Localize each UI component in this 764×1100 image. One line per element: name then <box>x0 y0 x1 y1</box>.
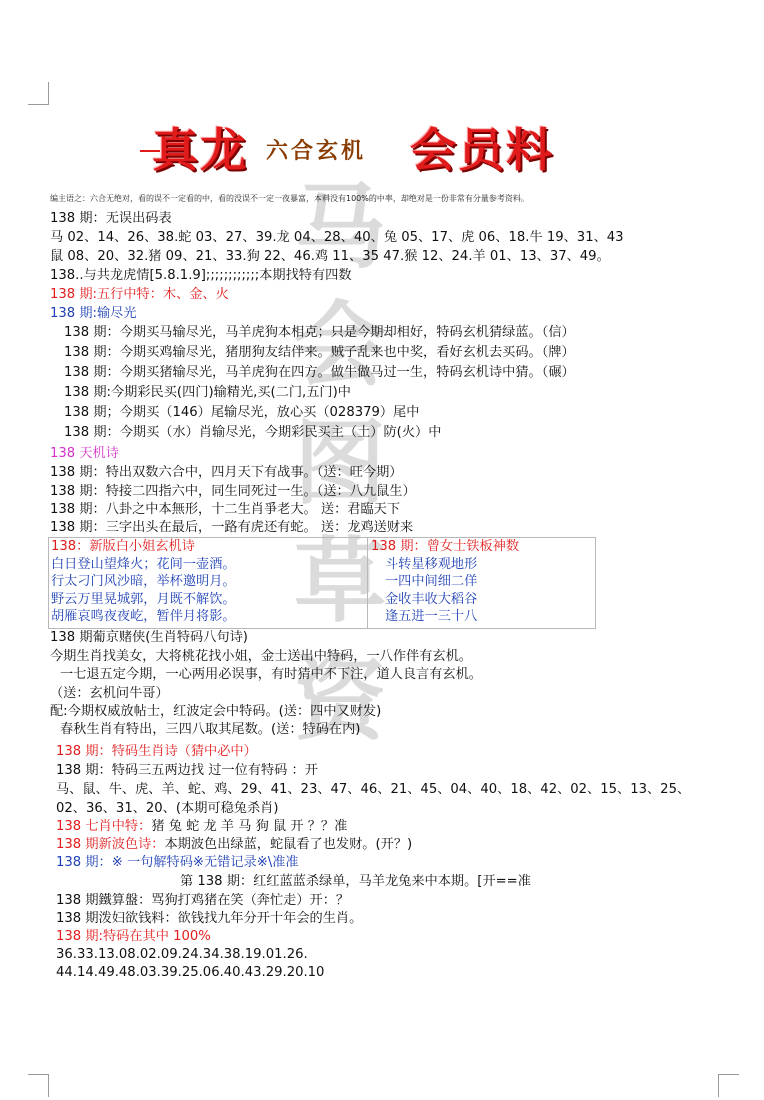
watermark-char: 资 <box>293 645 386 753</box>
text-line: 138 期：今期买鸡输尽光，猪朋狗友结伴来。贼子乱来也中奖，看好玄机去买码。（牌） <box>64 345 575 360</box>
poem-line: 金收丰收大稻谷 <box>385 591 478 607</box>
text-line: 138 期:特码在其中 100% <box>56 929 211 944</box>
page-corner-mark <box>28 1074 49 1097</box>
document-title <box>140 112 600 177</box>
text-line: 138 期：特码生肖诗（猜中必中） <box>56 744 257 759</box>
page-corner-mark <box>28 82 49 105</box>
title-left: 真龙 <box>152 123 248 177</box>
text-line: 138 天机诗 <box>50 446 119 461</box>
title-mid: 六合玄机 <box>266 138 367 164</box>
cell-heading: 138 期：曾女士铁板神数 <box>371 539 520 554</box>
poem-line: 行太刁门风沙暗，举杯邀明月。 <box>51 574 236 590</box>
text-line: 138 期:输尽光 <box>50 306 137 321</box>
slogan: 编主语之：六合无绝对，看的误不一定看的中，看的没误不一定一夜暴富，本料没有100%的中率，却绝对是一份非常有分量参考资料。 <box>50 194 529 203</box>
poem-line: 一四中间细二佯 <box>385 574 478 590</box>
text-line: 马、鼠、牛、虎、羊、蛇、鸡、29、41、23、47、46、21、45、04、40、18、42、02、15、13、25、 <box>56 782 691 797</box>
text-line: 138 期；今期买（146）尾输尽光，放心买（028379）尾中 <box>64 405 420 420</box>
text-line: 36.33.13.08.02.09.24.34.38.19.01.26. <box>56 947 308 962</box>
table-cell-right <box>371 538 519 626</box>
page-corner-mark <box>718 1074 739 1097</box>
text-line: 138 期泼妇欲钱料：欲钱找九年分开十年会的生肖。 <box>56 911 363 926</box>
text-line: 138 期：※ 一句解特码※无错记录※\准准 <box>56 855 299 870</box>
text-line: 138 期：今期买猪输尽光，马羊虎狗在四方。做牛做马过一生，特码玄机诗中猜。（碾） <box>64 365 575 380</box>
text-line: 138 期：特接二四指六中，同生同死过一生。（送：八九鼠生） <box>50 484 416 499</box>
text-line: 配:今期权威放帖士，红波定会中特码。(送：四中又财发) <box>50 704 382 719</box>
poem-line: 野云万里晃城郭，月既不解饮。 <box>51 591 236 607</box>
text-line: 马 02、14、26、38.蛇 03、27、39.龙 04、28、40、兔 05、17、虎 06、18.牛 19、31、43 <box>50 230 624 245</box>
text-line: 44.14.49.48.03.39.25.06.40.43.29.20.10 <box>56 965 325 980</box>
text-line: 138 期:今期彩民买(四门)输精光,买(二门,五门)中 <box>64 385 351 400</box>
watermark-char: 图 <box>293 409 386 517</box>
text-line: 鼠 08、20、32.猪 09、21、33.狗 22、46.鸡 11、35 47.猴 12、24.羊 01、13、37、49。 <box>50 249 610 264</box>
text-line: 138 期：今期买马输尽光，马羊虎狗本相克；只是今期却相好，特码玄机猜绿蓝。（信） <box>64 325 575 340</box>
text-line: 138 期：八卦之中本無形，十二生肖爭老大。 送：君臨天下 <box>50 502 401 517</box>
table-divider <box>367 538 368 628</box>
poem-line: 斗转星移观地形 <box>385 556 478 572</box>
text-line: 138 期：特码三五两边找 过一位有特码 ：开 <box>56 763 318 778</box>
text-line: （送：玄机问牛哥） <box>50 686 169 701</box>
table-cell-left <box>51 538 236 626</box>
watermark-char: 会 <box>293 291 386 399</box>
watermark-char: 草 <box>293 527 386 635</box>
text-line: 138 期鐵算盤：骂狗打鸡猪在笑（奔忙走）开：？ <box>56 893 350 908</box>
title-right: 会员料 <box>410 123 554 177</box>
text-line: 138 七肖中特：猪 兔 蛇 龙 羊 马 狗 鼠 开 ？？准 <box>56 819 348 834</box>
text-line: 138 期:五行中特：木、金、火 <box>50 287 229 302</box>
text-line: 138..与共龙虎情[5.8.1.9];;;;;;;;;;;;本期找特有四数 <box>50 268 352 283</box>
text-line: 138 期：三字出头在最后，一路有虎还有蛇。 送：龙鸡送财来 <box>50 520 414 535</box>
text-line: 138 期：特出双数六合中，四月天下有战事。（送：旺今期） <box>50 465 403 480</box>
poem-table <box>48 537 596 629</box>
text-line: 138 期：无误出码表 <box>50 211 172 226</box>
poem-line: 白日登山望烽火；花间一壶酒。 <box>51 556 236 572</box>
text-line: 第 138 期：红红蓝蓝杀绿单，马羊龙兔来中本期。[开==准 <box>180 874 531 889</box>
text-line: 138 期：今期买（水）肖输尽光，今期彩民买主（土）防(火）中 <box>64 425 442 440</box>
text-line: 02、36、31、20、(本期可稳兔杀肖) <box>56 801 279 816</box>
poem-line: 逢五进一三十八 <box>385 609 478 625</box>
cell-heading: 138：新版白小姐玄机诗 <box>51 539 195 554</box>
text-line: 一七退五定今期，一心两用必误事，有时猜中不下注，道人良言有玄机。 <box>60 667 482 682</box>
text-line: 138 期新波色诗：本期波色出绿蓝，蛇鼠看了也发财。(开？) <box>56 837 413 852</box>
poem-line: 胡雁哀鸣夜夜屹，暂伴月将影。 <box>51 609 236 625</box>
text-line: 今期生肖找美女，大将桃花找小姐，金士送出中特码，一八作伴有玄机。 <box>50 649 472 664</box>
text-line: 春秋生肖有特出，三四八取其尾数。(送：特码在内) <box>60 722 361 737</box>
text-line: 138 期葡京赌侠(生肖特码八句诗) <box>50 630 248 645</box>
watermark-char: 马 <box>293 173 386 281</box>
